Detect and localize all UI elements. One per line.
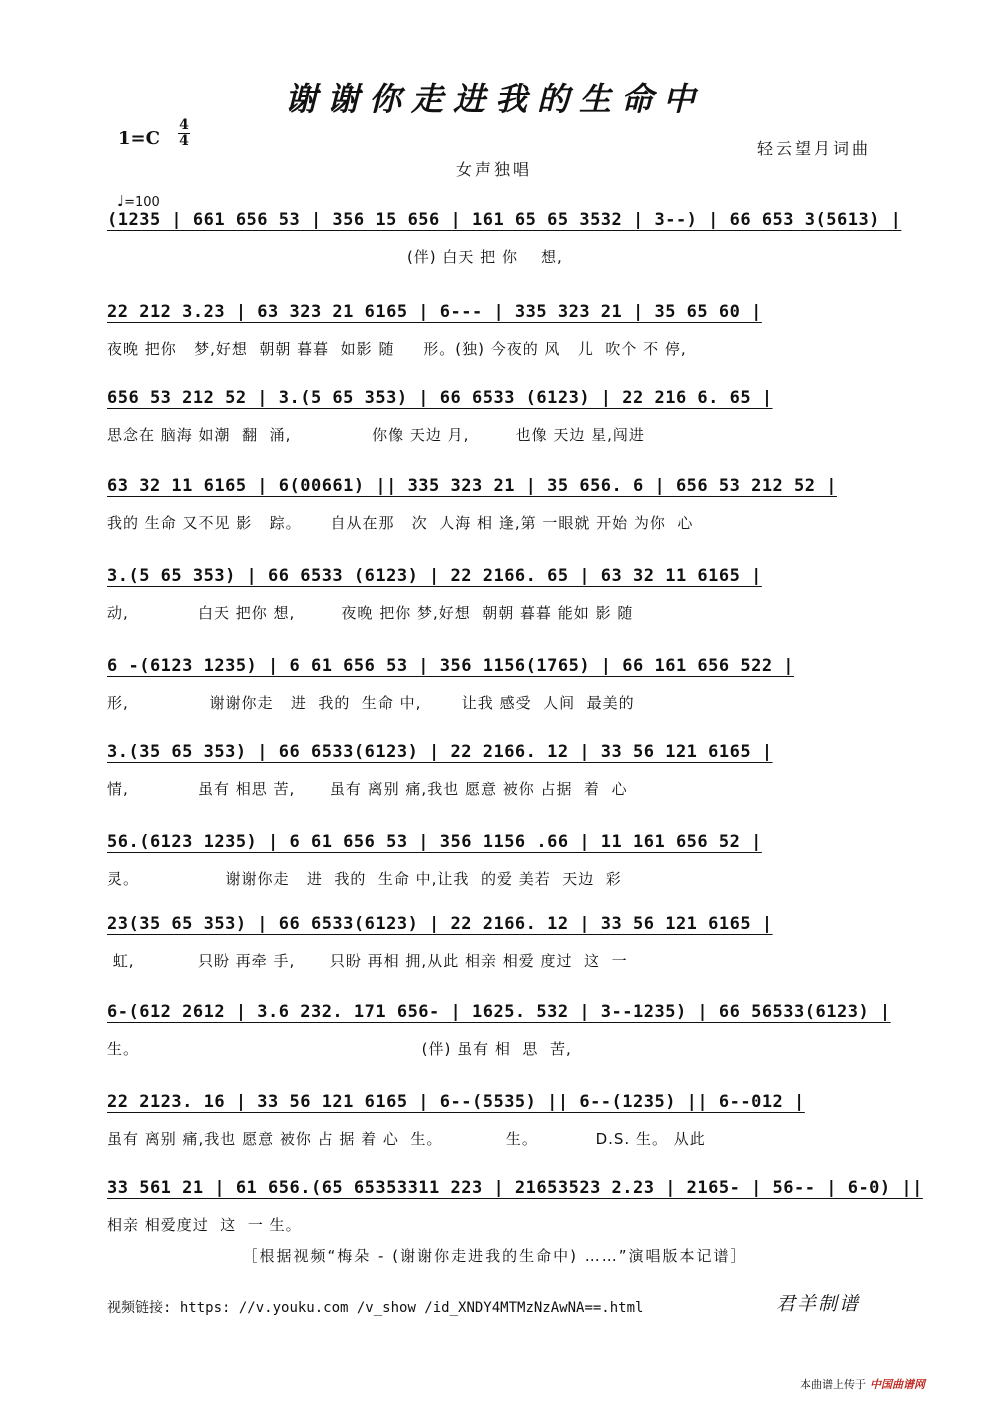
notes-line: (1235 | 661 656 53 | 356 15 656 | 161 65 65 3532 | 3--) | 66 653 3(5613) |: [107, 210, 902, 230]
tempo-marking: [117, 192, 160, 210]
meter-bottom: 4: [179, 133, 189, 149]
lyrics-line: 灵。 谢谢你走 进 我的 生命 中,让我 的爱 美若 天边 彩: [107, 870, 622, 888]
lyrics-line: (伴) 白天 把 你 想,: [107, 248, 563, 266]
notes-line: 23(35 65 353) | 66 6533(6123) | 22 2166. 12 | 33 56 121 6165 |: [107, 914, 773, 934]
notes-line: 56.(6123 1235) | 6 61 656 53 | 356 1156 .66 | 11 161 656 52 |: [107, 832, 762, 852]
notes-line: 3.(35 65 353) | 66 6533(6123) | 22 2166. 12 | 33 56 121 6165 |: [107, 742, 773, 762]
lyrics-line: 虹, 只盼 再牵 手, 只盼 再相 拥,从此 相亲 相爱 度过 这 一: [107, 952, 628, 970]
tempo-value: =100: [124, 195, 160, 210]
video-link: [107, 1297, 643, 1317]
footer-prefix: 本曲谱上传于: [800, 1378, 866, 1391]
notes-line: 6 -(6123 1235) | 6 61 656 53 | 356 1156(1765) | 66 161 656 522 |: [107, 656, 795, 676]
notes-line: 22 212 3.23 | 63 323 21 6165 | 6--- | 335 323 21 | 35 65 60 |: [107, 302, 762, 322]
transcriber-stamp: 君羊制谱: [776, 1293, 861, 1315]
notes-line: 6-(612 2612 | 3.6 232. 171 656- | 1625. 532 | 3--1235) | 66 56533(6123) |: [107, 1002, 891, 1022]
source-credit: ［根据视频“梅朵 - (谢谢你走进我的生命中) ……”演唱版本记谱］: [242, 1247, 748, 1265]
meter-top: 4: [179, 117, 189, 133]
video-link-label: 视频链接:: [107, 1300, 172, 1316]
key-signature: 1=C: [118, 128, 160, 149]
author: 轻云望月词曲: [757, 139, 872, 158]
lyrics-line: 思念在 脑海 如潮 翻 涌, 你像 天边 月, 也像 天边 星,闯进: [107, 426, 645, 444]
lyrics-line: 夜晚 把你 梦,好想 朝朝 暮暮 如影 随 形。(独) 今夜的 风 儿 吹个 不 停,: [107, 340, 687, 358]
video-link-url[interactable]: https: //v.youku.com /v_show /id_XNDY4MTMzNzAwNA==.html: [179, 1300, 644, 1316]
lyrics-line: 生。 (伴) 虽有 相 思 苦,: [107, 1040, 572, 1058]
page-title: 谢谢你走进我的生命中: [284, 80, 705, 118]
subtitle: 女声独唱: [456, 160, 533, 179]
upload-footer: [800, 1376, 925, 1392]
notes-line: 63 32 11 6165 | 6(00661) || 335 323 21 | 35 656. 6 | 656 53 212 52 |: [107, 476, 837, 496]
notes-line: 22 2123. 16 | 33 56 121 6165 | 6--(5535) || 6--(1235) || 6--012 |: [107, 1092, 805, 1112]
notes-line: 3.(5 65 353) | 66 6533 (6123) | 22 2166. 65 | 63 32 11 6165 |: [107, 566, 762, 586]
time-signature: [178, 118, 190, 149]
lyrics-line: 形, 谢谢你走 进 我的 生命 中, 让我 感受 人间 最美的: [107, 694, 635, 712]
notes-line: 33 561 21 | 61 656.(65 65353311 223 | 21653523 2.23 | 2165- | 56-- | 6-0) ||: [107, 1178, 923, 1198]
lyrics-line: 虽有 离别 痛,我也 愿意 被你 占 据 着 心 生。 生。 D.S. 生。 从此: [107, 1130, 706, 1148]
lyrics-line: 我的 生命 又不见 影 踪。 自从在那 次 人海 相 逢,第 一眼就 开始 为你 心: [107, 514, 694, 532]
lyrics-line: 相亲 相爱度过 这 一 生。: [107, 1216, 302, 1234]
site-logo[interactable]: 中国曲谱网: [870, 1378, 925, 1391]
lyrics-line: 动, 白天 把你 想, 夜晚 把你 梦,好想 朝朝 暮暮 能如 影 随: [107, 604, 634, 622]
quarter-note-icon: ♩: [117, 192, 125, 210]
notes-line: 656 53 212 52 | 3.(5 65 353) | 66 6533 (6123) | 22 216 6. 65 |: [107, 388, 773, 408]
lyrics-line: 情, 虽有 相思 苦, 虽有 离别 痛,我也 愿意 被你 占据 着 心: [107, 780, 628, 798]
